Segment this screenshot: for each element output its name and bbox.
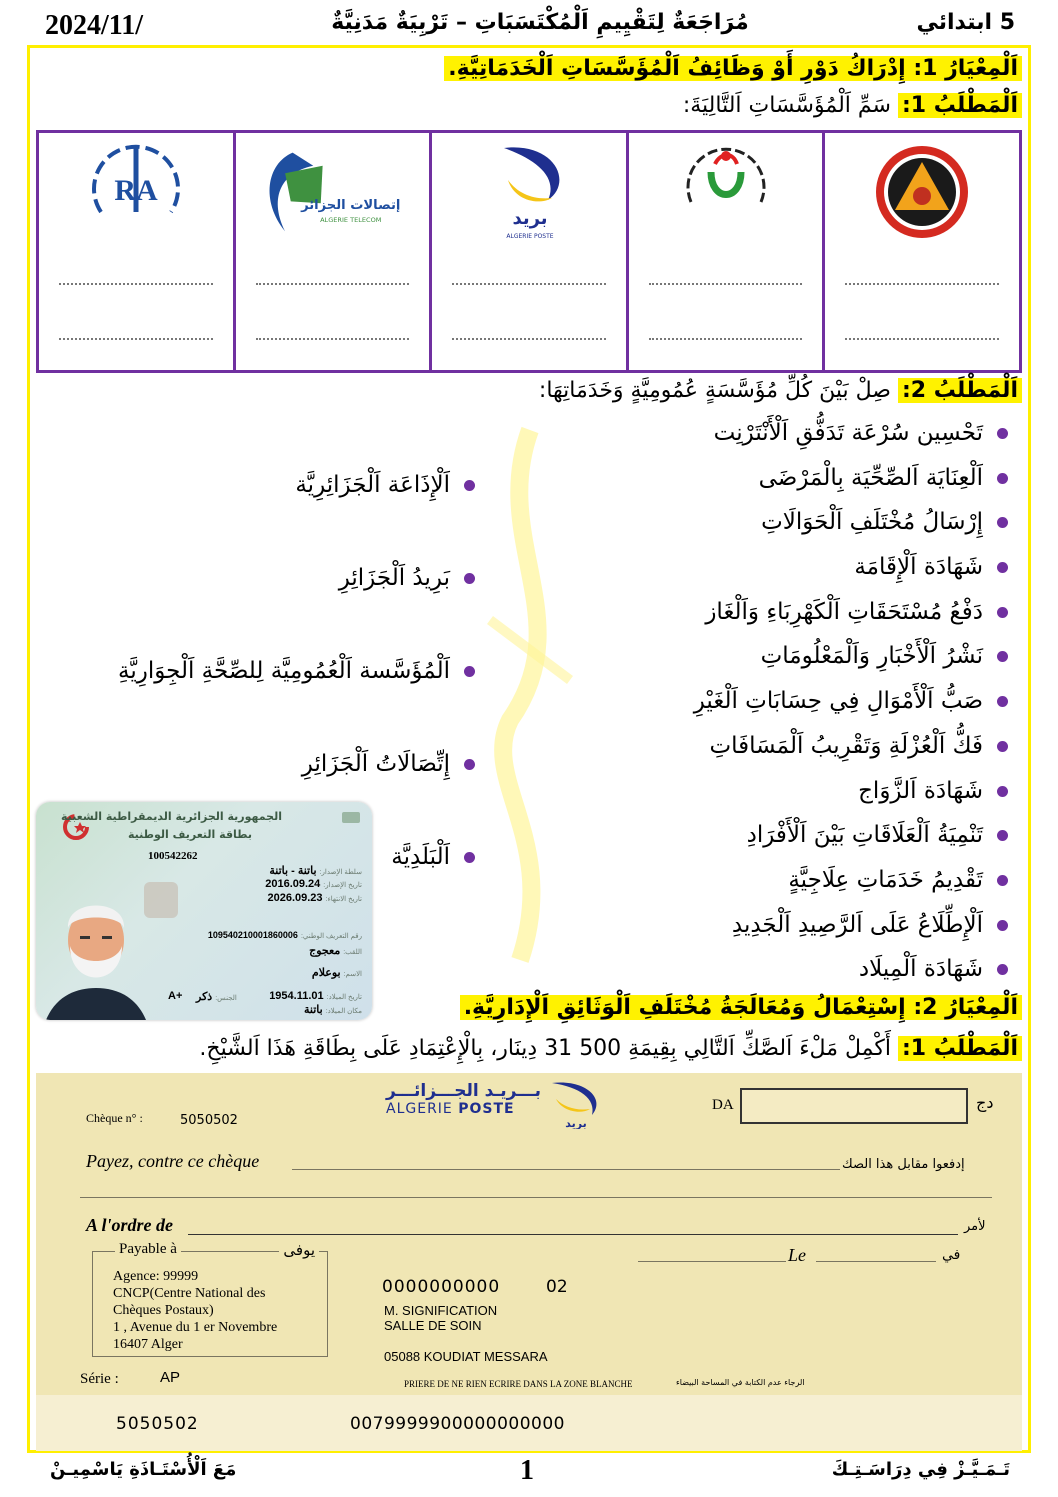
service-item[interactable]: تَحْسِين سُرْعَة تَدَفُّقِ اَلْأَنْتَرْنِت <box>648 415 1008 460</box>
account-key: 02 <box>546 1277 568 1297</box>
page-title: مُرَاجَعَةٌ لِتَقْيِيمِ اَلْمُكْتَسَبَاتِ – تَرْبِيَةٌ مَدَنِيَّةٌ <box>331 10 749 35</box>
logo-cell-protection-civile <box>822 133 1019 370</box>
task-2-text: صِلْ بَيْنَ كُلِّ مُؤَسَّسَةٍ عُمُومِيَّةٍ وَخَدَمَاتِهَا: <box>538 378 891 403</box>
amount-label-fr: DA <box>712 1097 734 1113</box>
answer-line-1[interactable] <box>452 283 606 285</box>
date-line-right[interactable] <box>816 1261 936 1262</box>
logo-cell-radio <box>39 133 233 370</box>
service-item[interactable]: اَلْإِطِّلَاعُ عَلَى اَلرَّصِيدِ اَلْجَدِيدِ <box>648 907 1008 952</box>
birth-date: تاريخ الميلاد:1954.11.01 <box>269 990 362 1002</box>
page-header <box>45 8 1015 42</box>
pay-label-ar: إدفعوا مقابل هذا الصك <box>842 1157 965 1172</box>
answer-line-2[interactable] <box>256 338 410 340</box>
institution-item[interactable]: بَرِيدُ اَلْجَزَائِرِ <box>80 558 475 651</box>
micr-cheque-number: 5050502 <box>116 1414 199 1434</box>
svg-text:ALGERIE POSTE: ALGERIE POSTE <box>506 232 554 240</box>
serie-label: Série : <box>80 1371 119 1387</box>
answer-line-2[interactable] <box>59 338 213 340</box>
logos-table <box>36 130 1022 373</box>
svg-text:بريد: بريد <box>565 1117 587 1129</box>
id-card-number: 100542262 <box>148 850 198 862</box>
task-3-label: اَلْمَطْلَبُ 1: <box>898 1036 1022 1061</box>
ghost-photo-icon <box>144 882 178 918</box>
answer-line-1[interactable] <box>59 283 213 285</box>
answer-line-2[interactable] <box>649 338 803 340</box>
svg-text:إتصالات الجزائر: إتصالات الجزائر <box>301 197 401 213</box>
algerie-poste-logo-icon <box>546 1079 606 1129</box>
amount-field[interactable] <box>740 1088 968 1124</box>
criterion-1-text: إِدْرَاكُ دَوْرِ أَوْ وَظَائِفُ اَلْمُؤَسَّسَاتِ اَلْخَدَمَاتِيَّةِ. <box>448 56 906 81</box>
logo-cell-telecom <box>233 133 430 370</box>
institution-item[interactable]: اَلْمُؤَسَّسة اَلْعُمُومِيَّة لِلصِّحَّةِ اَلْجِوَارِيَّةِ <box>80 651 475 744</box>
postal-cheque <box>36 1073 1022 1451</box>
criterion-2-label: اَلْمِعْيَارُ 2: <box>913 995 1018 1020</box>
svg-text:بريد: بريد <box>512 207 548 229</box>
radio-algerienne-logo-icon <box>61 139 211 244</box>
pay-label-fr: Payez, contre ce chèque <box>86 1151 260 1171</box>
task-2 <box>539 376 1022 406</box>
bullet-icon <box>464 852 475 863</box>
algerie-poste-brand: بـــريـد الجـــزائـــر ALGERIE POSTE <box>386 1081 542 1117</box>
bullet-icon <box>464 666 475 677</box>
svg-text:ALGERIE TELECOM: ALGERIE TELECOM <box>320 215 382 224</box>
card-chip-icon <box>342 812 360 823</box>
protection-civile-logo-icon <box>847 139 997 244</box>
holder-name-2: SALLE DE SOIN <box>384 1318 482 1333</box>
birth-place: مكان الميلاد:باتنة <box>303 1004 362 1016</box>
id-card-title: الجمهورية الجزائرية الديمقراطية الشعبية <box>61 810 282 823</box>
portrait-icon <box>46 888 146 1020</box>
date-label-fr: Le <box>788 1245 806 1265</box>
cheque-number-label: Chèque n° : <box>86 1111 143 1125</box>
footer-motto: تَـمَـيَّـزْ فِي دِرَاسَـتِـكَ <box>831 1459 1010 1480</box>
bullet-icon <box>997 875 1008 886</box>
service-item[interactable]: إِرْسَالُ مُخْتَلَفِ اَلْحَوَالَاتِ <box>648 504 1008 549</box>
bullet-icon <box>464 759 475 770</box>
bullet-icon <box>997 473 1008 484</box>
blood-type: A+ <box>168 990 183 1002</box>
expiry-date: تاريخ الانتهاء:2026.09.23 <box>267 892 362 904</box>
algerie-poste-logo-icon <box>454 139 604 244</box>
service-item[interactable]: شَهَادَة اَلْإِقَامَة <box>648 549 1008 594</box>
algerie-telecom-logo-icon <box>257 139 407 244</box>
amount-words-line-2[interactable] <box>80 1197 992 1198</box>
bullet-icon <box>997 830 1008 841</box>
account-number: 0000000000 <box>382 1277 501 1297</box>
task-3 <box>199 1034 1022 1064</box>
service-item[interactable]: نَشْرُ اَلْأَخْبَارِ وَاَلْمَعْلُومَاتِ <box>648 638 1008 683</box>
service-item[interactable]: اَلْعِنَايَة اَلصِّحِّيَة بِالْمَرْضَى <box>648 460 1008 505</box>
order-label-ar: لأمر <box>964 1219 986 1234</box>
service-item[interactable]: تَنْمِيَةُ اَلْعَلَاقَاتِ بَيْنَ اَلْأَفْرَادِ <box>648 817 1008 862</box>
notice-fr: PRIERE DE NE RIEN ECRIRE DANS LA ZONE BLANCHE <box>404 1379 633 1389</box>
bullet-icon <box>997 696 1008 707</box>
footer-teacher: مَعَ اَلْأُسْتَـاذَةِ يَاسْمِيـنْ <box>50 1459 237 1480</box>
logo-cell-television <box>626 133 823 370</box>
bullet-icon <box>997 607 1008 618</box>
task-1-text: سَمِّ اَلْمُؤَسَّسَاتِ اَلتَّالِيَةَ: <box>682 93 891 118</box>
surname: اللقب:معجوج <box>309 945 362 957</box>
date-line-left[interactable] <box>638 1261 786 1262</box>
bullet-icon <box>464 480 475 491</box>
bullet-icon <box>997 651 1008 662</box>
svg-text:RA: RA <box>114 173 158 207</box>
criterion-1 <box>444 54 1022 84</box>
brand-arabic: بـــريـد الجـــزائـــر <box>386 1081 542 1101</box>
criterion-1-label: اَلْمِعْيَارُ 1: <box>913 56 1018 81</box>
service-item[interactable]: صَبُّ اَلْأَمْوَالِ فِي حِسَابَاتِ اَلْغَيْرِ <box>648 683 1008 728</box>
answer-line-2[interactable] <box>845 338 999 340</box>
bullet-icon <box>997 741 1008 752</box>
bullet-icon <box>997 562 1008 573</box>
page-footer <box>50 1455 1010 1491</box>
id-card-subtitle: بطاقة التعريف الوطنية <box>128 828 252 841</box>
micr-account-line: 0079999900000000000 <box>350 1414 566 1434</box>
bullet-icon <box>997 786 1008 797</box>
logo-cell-poste <box>429 133 626 370</box>
task-1 <box>683 91 1022 121</box>
first-name: الاسم:بوعلام <box>311 967 362 979</box>
bullet-icon <box>464 573 475 584</box>
payable-box: Payable à يوفى Agence: 99999 CNCP(Centre National des Chèques Postaux) 1 , Avenue du 1 er Novembre 16407 Alger <box>92 1251 328 1357</box>
date-label-ar: في <box>942 1247 961 1263</box>
institution-item[interactable]: إِتِّصَالَاتُ اَلْجَزَائِرِ <box>80 744 475 837</box>
answer-line-1[interactable] <box>256 283 410 285</box>
payee-line[interactable] <box>188 1234 958 1235</box>
criterion-2-text: إِسْتِعْمَالُ وَمُعَالَجَةُ مُخْتَلَفِ اَلْوَثَائِقِ اَلْإِدَارِيَّةِ. <box>463 995 906 1020</box>
grade-level: 5 ابتدائي <box>916 10 1015 35</box>
sex: الجنس:ذكر <box>196 991 237 1003</box>
amount-words-line[interactable] <box>292 1169 840 1170</box>
national-id: رقم التعريف الوطني:109540210001860006 <box>207 930 362 940</box>
issue-date: تاريخ الإصدار:2016.09.24 <box>265 878 362 890</box>
institution-item[interactable]: اَلْإِذَاعَة اَلْجَزَائِرِيَّة <box>80 465 475 558</box>
service-item[interactable]: دَفْعُ مُسْتَحَقَاتِ اَلْكَهْرِبَاءِ وَاَلْغَاز <box>648 594 1008 639</box>
task-2-label: اَلْمَطْلَبُ 2: <box>898 378 1022 403</box>
order-label-fr: A l'ordre de <box>86 1215 174 1235</box>
answer-line-1[interactable] <box>649 283 803 285</box>
service-item[interactable]: فَكُّ اَلْعُزْلَةِ وَتَقْرِيبُ اَلْمَسَافَاتِ <box>648 728 1008 773</box>
bullet-icon <box>997 964 1008 975</box>
service-item[interactable]: شَهَادَة اَلْمِيلَاد <box>648 951 1008 996</box>
task-1-label: اَلْمَطْلَبُ 1: <box>898 93 1022 118</box>
issuing-authority: سلطة الإصدار:باتنة - باتنة <box>269 865 362 877</box>
bullet-icon <box>997 920 1008 931</box>
id-card <box>36 802 372 1020</box>
services-list <box>648 415 1008 996</box>
institution-item[interactable]: اَلْبَلَدِيَّة <box>80 837 475 930</box>
service-item[interactable]: شَهَادَة اَلزَّوَاج <box>648 773 1008 818</box>
service-item[interactable]: تَقْدِيمُ خَدَمَاتِ عِلَاجِيَّةٍ <box>648 862 1008 907</box>
answer-line-1[interactable] <box>845 283 999 285</box>
page-number: 1 <box>520 1455 534 1486</box>
answer-line-2[interactable] <box>452 338 606 340</box>
holder-name: M. SIGNIFICATION <box>384 1303 498 1318</box>
criterion-2 <box>460 993 1022 1023</box>
task-3-text: أَكْمِلْ مَلْءَ اَلصَّكِّ اَلتَّالِي بِقِيمَةِ 500 31 دِينَار، بِالْإِعْتِمَادِ عَلَى بِطَاقَةِ هَذَا اَلشَّيْخِ. <box>199 1036 891 1061</box>
cheque-number: 5050502 <box>180 1113 238 1128</box>
television-algerienne-logo-icon <box>651 139 801 244</box>
holder-address: 05088 KOUDIAT MESSARA <box>384 1349 548 1364</box>
bullet-icon <box>997 517 1008 528</box>
date: 2024/11/ <box>45 10 144 41</box>
amount-label-ar: دج <box>976 1093 994 1112</box>
bullet-icon <box>997 428 1008 439</box>
serie-value: AP <box>160 1369 181 1386</box>
notice-ar: الرجاء عدم الكتابة في المساحة البيضاء <box>676 1378 805 1387</box>
